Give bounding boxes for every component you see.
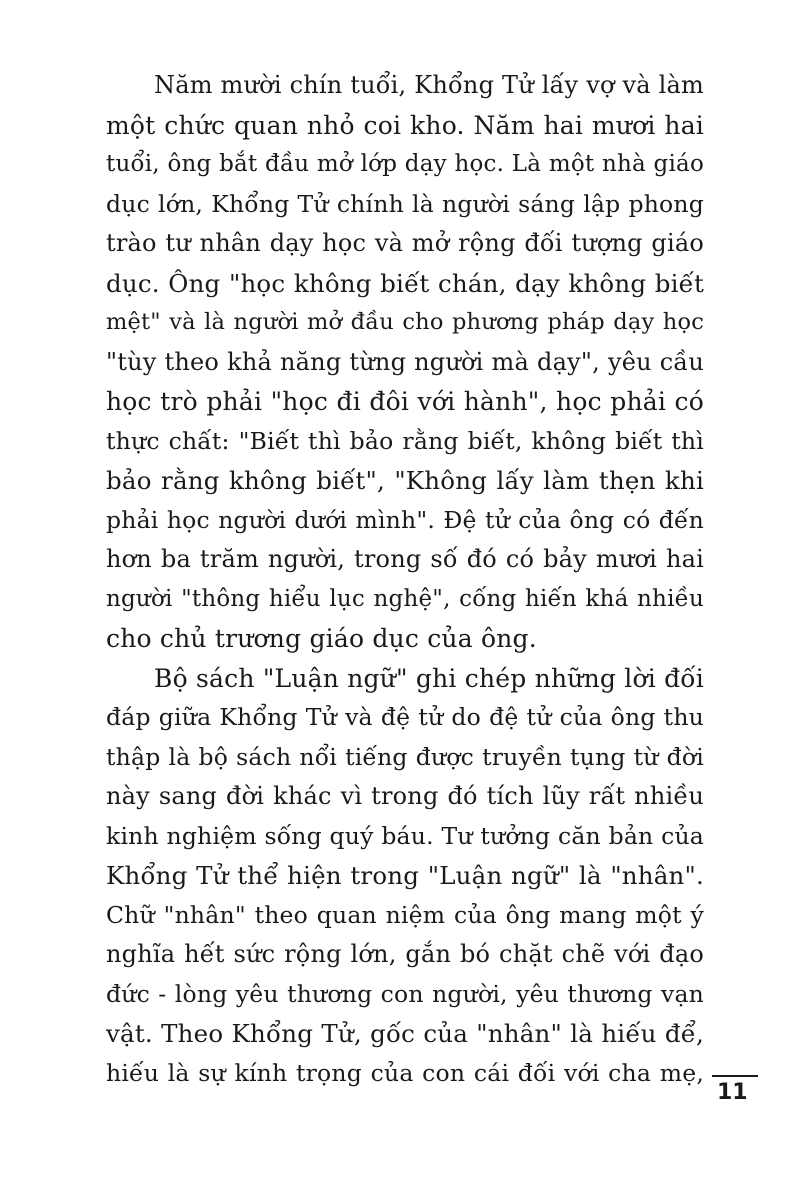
text-line: tuổi, ông bắt đầu mở lớp dạy học. Là một nhà giáo bbox=[106, 151, 704, 177]
text-line: thực chất: "Biết thì bảo rằng biết, không biết thì bbox=[106, 426, 704, 455]
text-line: thập là bộ sách nổi tiếng được truyền tụng từ đời bbox=[106, 742, 704, 771]
text-line: trào tư nhân dạy học và mở rộng đối tượng giáo bbox=[106, 229, 704, 257]
text-line: Khổng Tử thể hiện trong "Luận ngữ" là "nhân". bbox=[106, 861, 704, 890]
text-line: kinh nghiệm sống quý báu. Tư tưởng căn bản của bbox=[106, 821, 704, 850]
text-line: dục. Ông "học không biết chán, dạy không biết bbox=[106, 268, 704, 298]
text-line: hơn ba trăm người, trong số đó có bảy mươi hai bbox=[106, 545, 704, 573]
text-line: cho chủ trương giáo dục của ông. bbox=[106, 624, 537, 653]
text-line: này sang đời khác vì trong đó tích lũy rất nhiều bbox=[106, 782, 704, 810]
text-line: mệt" và là người mở đầu cho phương pháp dạy học bbox=[106, 309, 704, 335]
text-line: đức - lòng yêu thương con người, yêu thương vạn bbox=[106, 979, 704, 1008]
paragraph-1 bbox=[106, 66, 704, 659]
text-line: Năm mười chín tuổi, Khổng Tử lấy vợ và làm bbox=[154, 71, 704, 99]
body-text bbox=[106, 66, 704, 1093]
text-line: nghĩa hết sức rộng lớn, gắn bó chặt chẽ với đạo bbox=[106, 940, 704, 968]
text-line: Chữ "nhân" theo quan niệm của ông mang một ý bbox=[106, 900, 704, 929]
paragraph-2 bbox=[106, 659, 704, 1094]
text-line: học trò phải "học đi đôi với hành", học phải có bbox=[106, 387, 704, 416]
text-line: dục lớn, Khổng Tử chính là người sáng lập phong bbox=[106, 189, 704, 218]
text-line: phải học người dưới mình". Đệ tử của ông có đến bbox=[106, 505, 704, 534]
page-number: 11 bbox=[717, 1080, 748, 1105]
page-number-rule bbox=[712, 1075, 758, 1077]
text-line: đáp giữa Khổng Tử và đệ tử do đệ tử của ông thu bbox=[106, 703, 704, 731]
text-line: vật. Theo Khổng Tử, gốc của "nhân" là hiếu để, bbox=[106, 1019, 704, 1048]
text-line: Bộ sách "Luận ngữ" ghi chép những lời đối bbox=[154, 663, 704, 693]
text-line: "tùy theo khả năng từng người mà dạy", yêu cầu bbox=[106, 347, 704, 376]
text-line: hiếu là sự kính trọng của con cái đối với cha mẹ, bbox=[106, 1058, 704, 1087]
text-line: bảo rằng không biết", "Không lấy làm thẹn khi bbox=[106, 466, 704, 495]
text-line: người "thông hiểu lục nghệ", cống hiến khá nhiều bbox=[106, 585, 704, 612]
text-line: một chức quan nhỏ coi kho. Năm hai mươi hai bbox=[106, 110, 704, 140]
